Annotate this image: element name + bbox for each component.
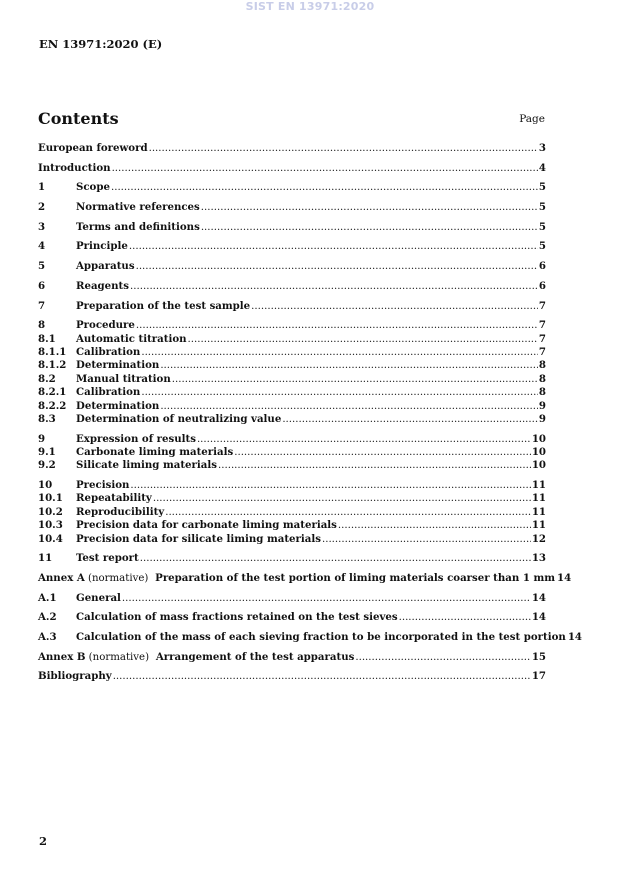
toc-entry-page: 14 [531,591,546,604]
toc-entry[interactable] [38,359,546,372]
toc-entry-subtitle: Preparation of the test portion of liming materials coarser than 1 mm [151,572,556,585]
toc-entry[interactable] [38,506,546,519]
toc-entry[interactable] [38,670,546,683]
toc-entry-title-text: Silicate liming materials [76,459,217,472]
toc-dot-leader [188,333,538,346]
toc-entry-page: 5 [538,181,546,194]
toc-dot-leader [140,552,531,565]
toc-entry-title-text: General [76,591,121,604]
toc-entry[interactable] [38,280,546,293]
toc-entry-title [76,280,129,293]
toc-entry[interactable] [38,651,546,664]
toc-entry[interactable] [38,346,546,359]
toc-entry-title [76,631,566,644]
toc-entry-title-text: Calculation of the mass of each sieving fraction to be incorporated in the test portion [76,631,566,644]
toc-entry-page: 10 [531,432,546,445]
toc-entry-page: 5 [538,220,546,233]
toc-entry-page: 14 [567,631,583,644]
toc-entry-title [76,533,321,546]
toc-entry[interactable] [38,260,546,273]
toc-entry[interactable] [38,611,546,624]
toc-entry[interactable] [38,201,546,214]
toc-entry-page: 9 [538,399,546,412]
watermark: SIST EN 13971:2020 [245,0,375,13]
toc-entry[interactable] [38,221,546,234]
toc-entry-number: 5 [38,260,46,273]
toc-entry-page: 7 [538,299,546,312]
toc-entry-title-text: European foreword [38,142,148,154]
toc-entry-title [76,506,164,519]
toc-entry-title-text: Procedure [76,319,135,332]
toc-entry-page: 5 [538,240,546,253]
toc-dot-leader [201,221,538,234]
toc-dot-leader [136,319,538,332]
toc-entry-number: A.1 [38,591,57,604]
toc-entry-title [76,479,129,492]
toc-entry[interactable] [38,142,546,155]
toc-entry-title-text: Carbonate liming materials [76,446,234,458]
toc-entry-qualifier: (normative) [85,651,153,663]
toc-entry-title-text: Preparation of the test sample [76,299,251,312]
toc-entry-number: 8.1 [38,332,56,345]
toc-dot-leader [322,533,531,546]
toc-entry[interactable] [38,631,583,644]
toc-entry[interactable] [38,519,546,532]
toc-entry-page: 8 [538,372,546,385]
toc-entry-title [38,162,111,175]
toc-entry-number: A.2 [38,611,57,624]
toc-entry-title-text: Manual titration [76,372,171,385]
toc-entry[interactable] [38,533,546,546]
toc-entry[interactable] [38,552,546,565]
toc-entry[interactable] [38,572,572,585]
toc-entry[interactable] [38,492,546,505]
toc-entry-title-text: Annex B [38,650,86,663]
toc-entry-title [76,386,140,399]
toc-entry[interactable] [38,240,546,253]
toc-entry[interactable] [38,400,546,413]
toc-entry-number: 10.3 [38,519,63,532]
toc-entry-page: 11 [531,479,546,492]
toc-entry-title [76,260,135,273]
toc-dot-leader [153,492,531,505]
toc-entry-title [76,181,110,194]
toc-entry-page: 8 [538,359,546,372]
toc-entry[interactable] [38,386,546,399]
toc-entry-page: 8 [538,386,546,399]
toc-entry-number: 9.1 [38,446,56,458]
toc-entry[interactable] [38,373,546,386]
toc-dot-leader [355,651,530,664]
toc-entry-page: 12 [531,532,546,545]
toc-entry-title [38,572,555,585]
toc-entry-page: 3 [538,142,546,154]
toc-entry-number: 8.1.2 [38,359,67,372]
toc-entry-number: 8 [38,319,46,332]
toc-entry[interactable] [38,333,546,346]
toc-entry-page: 13 [531,552,546,565]
toc-entry-page: 17 [531,670,546,683]
toc-entry-page: 7 [538,319,546,332]
toc-entry-title [76,240,128,253]
toc-entry[interactable] [38,446,546,459]
toc-entry-page: 11 [531,505,546,518]
toc-entry-page: 5 [538,201,546,214]
toc-entry-number: 6 [38,279,46,292]
toc-entry[interactable] [38,413,546,426]
toc-entry-title [76,201,200,214]
toc-entry-title-text: Precision data for carbonate liming materials [76,519,337,532]
toc-entry-title-text: Apparatus [76,260,135,273]
toc-entry[interactable] [38,162,546,175]
toc-entry-number: 9.2 [38,459,56,472]
toc-dot-leader [130,479,530,492]
page-number: 2 [39,834,48,848]
toc-entry-title [76,492,152,505]
toc-entry-title [76,413,281,426]
toc-dot-leader [112,162,538,175]
toc-entry-page: 9 [538,412,546,425]
toc-dot-leader [218,459,531,472]
toc-dot-leader [113,670,531,683]
toc-entry-page: 10 [531,459,546,472]
toc-dot-leader [165,506,531,519]
toc-entry-number: 10.2 [38,505,63,518]
toc-entry-title [38,670,112,683]
toc-entry-title-text: Introduction [38,161,111,174]
toc-entry-number: 1 [38,181,46,194]
toc-entry-number: 10.1 [38,492,63,505]
toc-entry-title-text: Precision [76,479,130,492]
toc-entry-title-text: Normative references [76,201,200,214]
toc-dot-leader [149,142,538,155]
toc-entry[interactable] [38,479,546,492]
document-id: EN 13971:2020 (E) [39,37,163,51]
toc-entry-title-text: Reagents [76,279,130,292]
toc-entry-title-text: Calibration [76,386,141,399]
toc-entry[interactable] [38,319,546,332]
toc-entry-title [76,433,196,446]
toc-dot-leader [197,433,531,446]
page-title: Contents [38,109,119,128]
toc-entry-title [76,359,159,372]
toc-entry-number: 8.3 [38,412,56,425]
toc-dot-leader [251,300,538,313]
toc-entry-title-text: Bibliography [38,670,112,683]
toc-entry-title [76,400,159,413]
toc-dot-leader [141,386,538,399]
toc-entry[interactable] [38,181,546,194]
page-column-label: Page [519,113,545,125]
toc-entry-title-text: Scope [76,181,110,194]
toc-entry[interactable] [38,459,546,472]
toc-dot-leader [338,519,531,532]
toc-entry-number: 9 [38,432,46,445]
toc-entry-number: 4 [38,240,46,253]
toc-entry-title [38,651,354,664]
toc-dot-leader [399,611,531,624]
toc-entry-title-text: Calculation of mass fractions retained on the test sieves [76,611,398,624]
toc-dot-leader [111,181,538,194]
toc-entry-page: 14 [557,572,572,585]
toc-entry-number: 8.1.1 [38,345,67,358]
toc-entry-title-text: Calibration [76,345,141,358]
toc-entry-number: 10 [38,479,53,492]
toc-dot-leader [234,446,531,459]
toc-entry-number: 8.2.1 [38,386,67,399]
toc-entry-title-text: Terms and definitions [76,220,200,233]
toc-entry-page: 11 [531,519,546,532]
toc-entry-page: 15 [531,650,546,663]
toc-entry-title [76,346,140,359]
toc-entry-number: A.3 [38,631,57,644]
toc-entry-number: 7 [38,299,46,312]
toc-entry-title-text: Reproducibility [76,505,165,518]
toc-entry-title [76,592,121,605]
table-of-contents [38,142,583,684]
toc-entry-title [76,459,217,472]
toc-entry-number: 11 [38,552,53,565]
toc-entry-subtitle: Arrangement of the test apparatus [152,650,355,663]
toc-dot-leader [122,592,531,605]
toc-entry-page: 11 [531,492,546,505]
toc-dot-leader [160,400,538,413]
toc-entry-title-text: Precision data for silicate liming materials [76,532,321,545]
toc-entry-title-text: Determination [76,359,160,372]
toc-dot-leader [129,240,538,253]
toc-dot-leader [201,201,538,214]
toc-entry-qualifier: (normative) [84,573,152,585]
toc-dot-leader [136,260,538,273]
toc-entry-title [76,611,398,624]
toc-entry-page: 6 [538,260,546,273]
toc-entry-number: 2 [38,201,46,214]
toc-entry-title-text: Principle [76,240,128,253]
toc-entry-title-text: Annex A [38,572,85,585]
toc-entry-title [76,333,187,346]
toc-entry-title [38,142,148,155]
toc-entry-title [76,519,337,532]
toc-entry-page: 6 [538,279,546,292]
toc-dot-leader [130,280,538,293]
toc-entry-title [76,319,135,332]
toc-entry-title-text: Determination [76,399,160,412]
toc-entry-title [76,300,250,313]
toc-entry-title-text: Test report [76,552,139,565]
toc-entry[interactable] [38,592,546,605]
toc-entry-number: 8.2 [38,372,56,385]
toc-entry-title-text: Expression of results [76,432,196,445]
toc-entry-title [76,373,171,386]
toc-dot-leader [160,359,538,372]
toc-entry-number: 10.4 [38,532,63,545]
toc-dot-leader [141,346,538,359]
toc-entry-page: 7 [538,345,546,358]
toc-entry-title-text: Repeatability [76,492,152,505]
toc-entry-page: 10 [531,446,546,458]
toc-entry[interactable] [38,433,546,446]
toc-entry[interactable] [38,300,546,313]
toc-entry-number: 3 [38,220,46,233]
toc-dot-leader [282,413,538,426]
toc-entry-title-text: Determination of neutralizing value [76,412,282,425]
toc-dot-leader [172,373,538,386]
toc-entry-title-text: Automatic titration [76,332,187,345]
toc-entry-title [76,552,139,565]
toc-entry-title [76,446,233,459]
toc-entry-page: 14 [531,611,546,624]
toc-entry-title [76,221,200,234]
toc-entry-page: 7 [538,332,546,345]
toc-entry-page: 4 [538,161,546,174]
toc-entry-number: 8.2.2 [38,399,67,412]
